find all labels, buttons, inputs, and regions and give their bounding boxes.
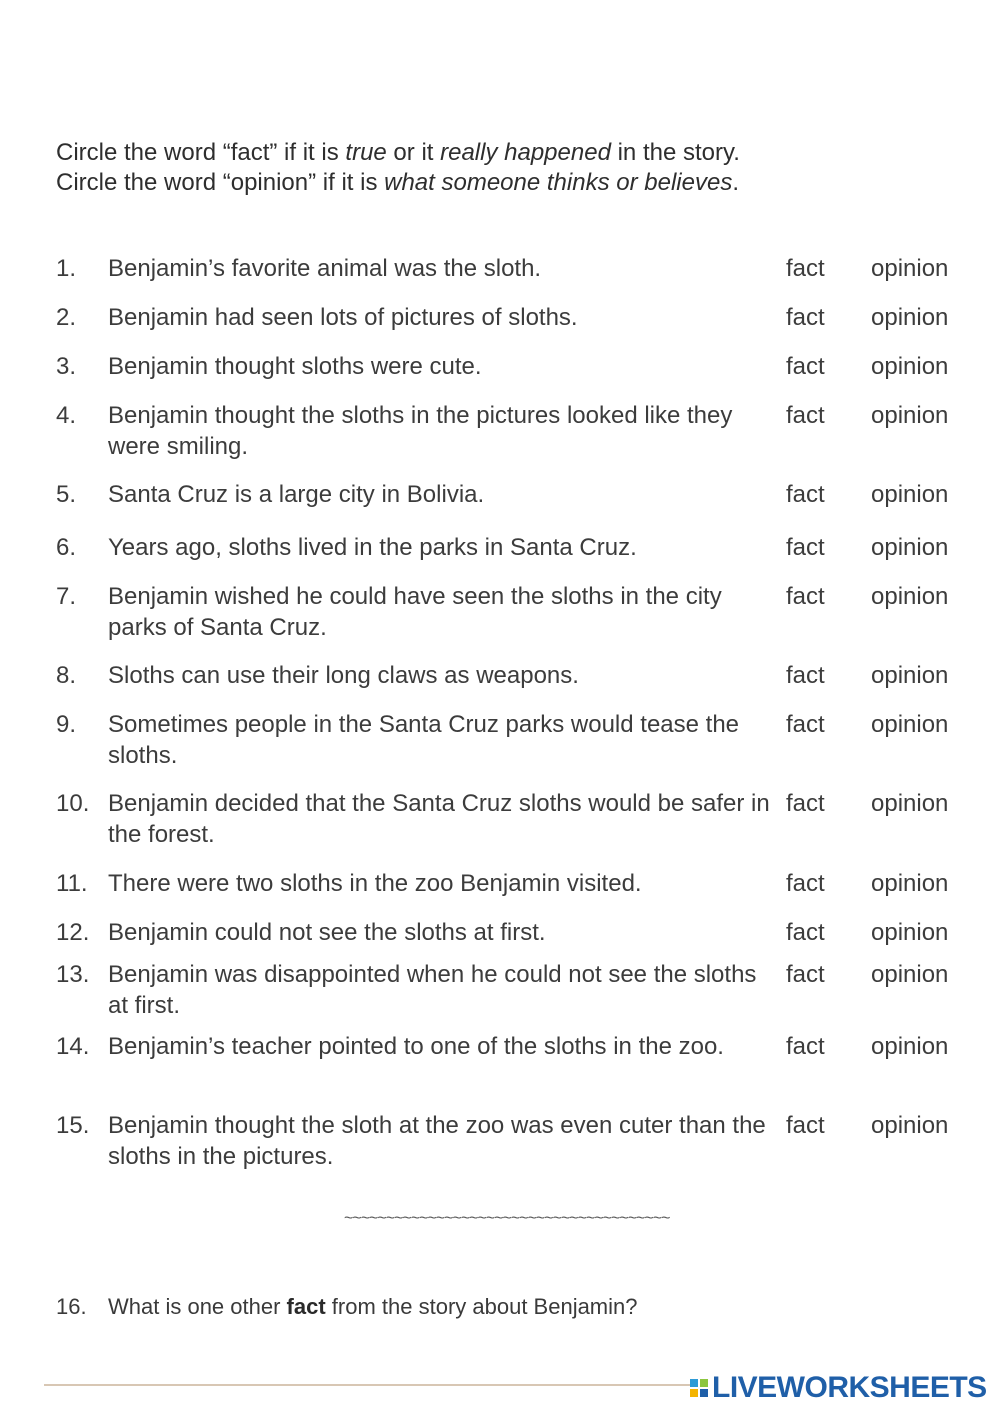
- opinion-option[interactable]: opinion: [871, 402, 949, 429]
- opinion-option[interactable]: opinion: [871, 662, 949, 689]
- footer-divider: [44, 1384, 694, 1386]
- question-number: 5.: [56, 481, 77, 508]
- fact-option[interactable]: fact: [786, 919, 825, 946]
- question-statement: Benjamin decided that the Santa Cruz sloths would be safer in the forest.: [108, 790, 770, 848]
- question-number: 10.: [56, 790, 90, 817]
- fact-option[interactable]: fact: [786, 481, 825, 508]
- instruction-text: Circle the word “fact” if it is: [56, 139, 346, 166]
- fact-option[interactable]: fact: [786, 961, 825, 988]
- opinion-option[interactable]: opinion: [871, 353, 949, 380]
- question-number: 16.: [56, 1294, 87, 1319]
- question-statement: Years ago, sloths lived in the parks in Santa Cruz.: [108, 534, 637, 561]
- question-statement: Benjamin’s favorite animal was the sloth.: [108, 255, 542, 282]
- question-statement: Benjamin thought sloths were cute.: [108, 353, 482, 380]
- question-statement: Benjamin could not see the sloths at first.: [108, 919, 546, 946]
- question-number: 14.: [56, 1033, 90, 1060]
- question-text: from the story about Benjamin?: [325, 1294, 638, 1319]
- instruction-line-fact: [56, 138, 740, 168]
- instruction-emphasis: what someone thinks or believes: [384, 169, 733, 196]
- question-statement: Benjamin was disappointed when he could not see the sloths at first.: [108, 961, 757, 1019]
- question-statement: Benjamin thought the sloth at the zoo was even cuter than the sloths in the pictures.: [108, 1112, 766, 1170]
- brand-name: LIVEWORKSHEETS: [712, 1371, 987, 1404]
- question-statement: Benjamin had seen lots of pictures of sloths.: [108, 304, 578, 331]
- question-number: 4.: [56, 402, 77, 429]
- fact-option[interactable]: fact: [786, 662, 825, 689]
- instruction-text: Circle the word “opinion” if it is: [56, 169, 385, 196]
- opinion-option[interactable]: opinion: [871, 961, 949, 988]
- instruction-text: .: [732, 169, 739, 196]
- fact-option[interactable]: fact: [786, 255, 825, 282]
- question-number: 1.: [56, 255, 77, 282]
- opinion-option[interactable]: opinion: [871, 790, 949, 817]
- liveworksheets-logo: [690, 1372, 987, 1404]
- opinion-option[interactable]: opinion: [871, 870, 949, 897]
- question-statement: Benjamin wished he could have seen the sloths in the city parks of Santa Cruz.: [108, 583, 722, 641]
- fact-option[interactable]: fact: [786, 304, 825, 331]
- instruction-text: or it: [386, 139, 441, 166]
- opinion-option[interactable]: opinion: [871, 534, 949, 561]
- open-question: [56, 1292, 638, 1322]
- fact-option[interactable]: fact: [786, 402, 825, 429]
- opinion-option[interactable]: opinion: [871, 304, 949, 331]
- opinion-option[interactable]: opinion: [871, 481, 949, 508]
- fact-option[interactable]: fact: [786, 870, 825, 897]
- question-statement: Benjamin’s teacher pointed to one of the sloths in the zoo.: [108, 1033, 724, 1060]
- question-number: 6.: [56, 534, 77, 561]
- opinion-option[interactable]: opinion: [871, 919, 949, 946]
- question-number: 15.: [56, 1112, 90, 1139]
- question-statement: Benjamin thought the sloths in the pictures looked like they were smiling.: [108, 402, 733, 460]
- opinion-option[interactable]: opinion: [871, 1033, 949, 1060]
- question-number: 2.: [56, 304, 77, 331]
- fact-option[interactable]: fact: [786, 790, 825, 817]
- question-text: What is one other: [108, 1294, 287, 1319]
- opinion-option[interactable]: opinion: [871, 711, 949, 738]
- question-statement: Sometimes people in the Santa Cruz parks would tease the sloths.: [108, 711, 740, 769]
- instruction-emphasis: really happened: [440, 139, 611, 166]
- question-number: 11.: [56, 870, 88, 897]
- opinion-option[interactable]: opinion: [871, 255, 949, 282]
- question-number: 3.: [56, 353, 77, 380]
- fact-option[interactable]: fact: [786, 353, 825, 380]
- instruction-text: in the story.: [610, 139, 740, 166]
- fact-option[interactable]: fact: [786, 1033, 825, 1060]
- question-emphasis: fact: [286, 1294, 326, 1319]
- fact-option[interactable]: fact: [786, 711, 825, 738]
- brand-logo-icon: [690, 1379, 708, 1397]
- opinion-option[interactable]: opinion: [871, 583, 949, 610]
- fact-option[interactable]: fact: [786, 1112, 825, 1139]
- fact-option[interactable]: fact: [786, 583, 825, 610]
- question-statement: There were two sloths in the zoo Benjamin visited.: [108, 870, 642, 897]
- question-statement: Santa Cruz is a large city in Bolivia.: [108, 481, 485, 508]
- instructions: [56, 138, 740, 198]
- question-statement: Sloths can use their long claws as weapons.: [108, 662, 579, 689]
- opinion-option[interactable]: opinion: [871, 1112, 949, 1139]
- question-number: 13.: [56, 961, 90, 988]
- fact-option[interactable]: fact: [786, 534, 825, 561]
- question-number: 8.: [56, 662, 77, 689]
- instruction-line-opinion: [56, 168, 740, 198]
- question-number: 7.: [56, 583, 77, 610]
- tilde-divider: ~~~~~~~~~~~~~~~~~~~~~~~~~~~~~~~~~~~~~~~: [344, 1210, 670, 1227]
- question-number: 12.: [56, 919, 90, 946]
- instruction-emphasis: true: [345, 139, 387, 166]
- question-number: 9.: [56, 711, 77, 738]
